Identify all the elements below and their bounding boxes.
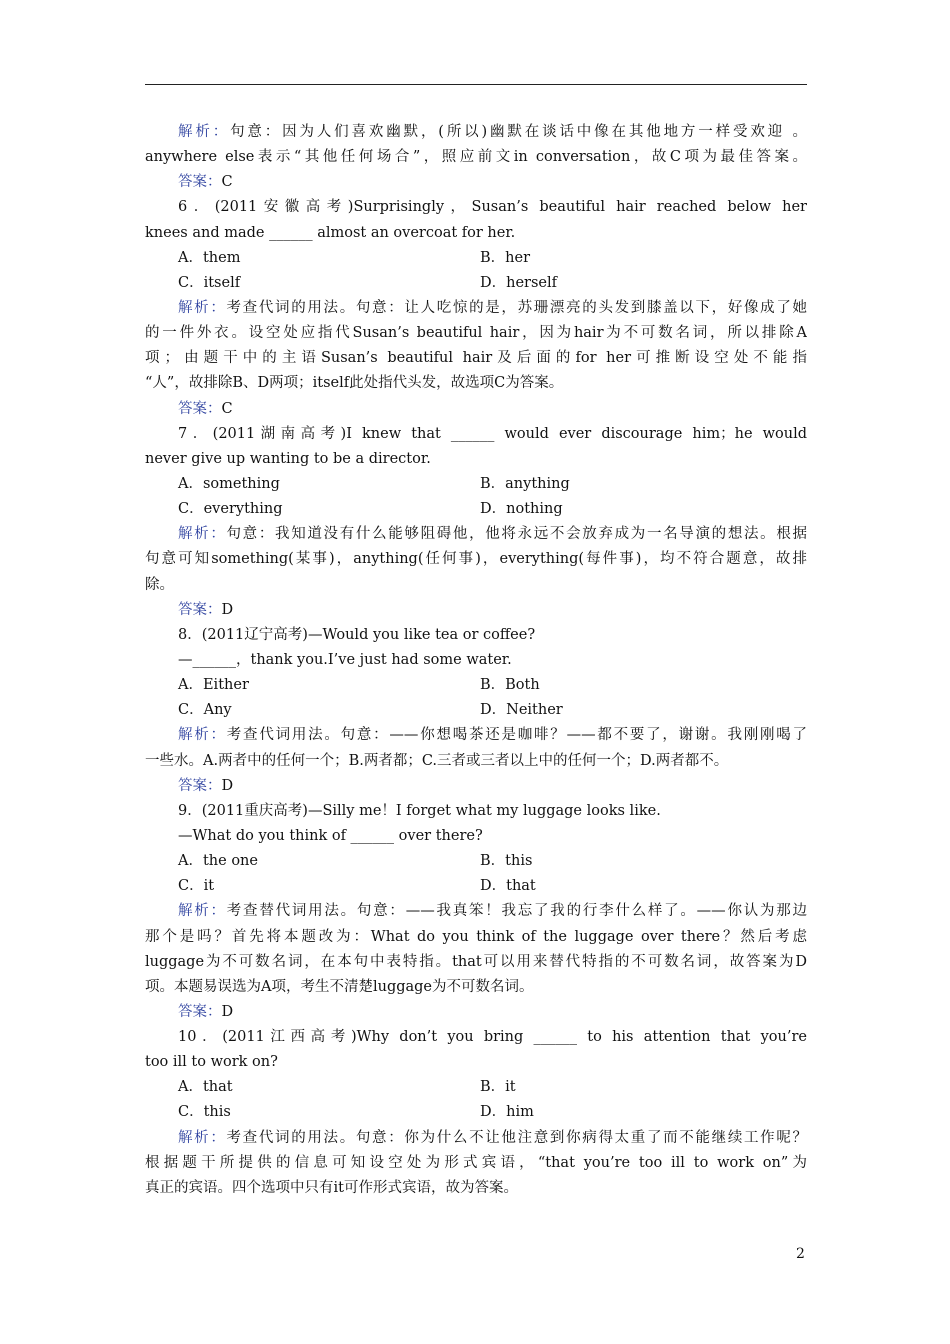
q7-option-c: C．everything [178, 501, 283, 518]
q10-option-a: A．that [178, 1079, 233, 1096]
q7-answer: 答案：D [178, 601, 234, 618]
q8-stem-line-2: —______，thank you.I’ve just had some water. [178, 651, 512, 668]
analysis-label: 解析： [178, 903, 227, 920]
q8-analysis-line-1: 解析：考查代词用法。句意：——你想喝茶还是咖啡？——都不要了，谢谢。我刚刚喝了 [178, 727, 807, 744]
q8-analysis-line-2: 一些水。A.两者中的任何一个；B.两者都；C.三者或三者以上中的任何一个；D.两者都不。 [145, 752, 729, 769]
q7-analysis-line-2: 句意可知something(某事)，anything(任何事)，everything(每件事)，均不符合题意，故排 [145, 551, 807, 568]
q10-stem-line-2: too ill to work on? [145, 1054, 278, 1071]
page-content [145, 120, 807, 1201]
q9-option-c: C．it [178, 878, 215, 895]
q5-analysis-line-2: anywhere else表示“其他任何场合”，照应前文in conversation，故C项为最佳答案。 [145, 149, 807, 166]
q9-analysis-line-3: luggage为不可数名词，在本句中表特指。that可以用来替代特指的不可数名词，故答案为D [145, 953, 807, 970]
analysis-label: 解析： [178, 1129, 227, 1146]
header-rule [145, 84, 807, 85]
q8-option-d: D．Neither [480, 702, 563, 719]
analysis-label: 解析： [178, 727, 227, 744]
q9-analysis-line-2: 那个是吗？首先将本题改为：What do you think of the luggage over there？然后考虑 [145, 928, 807, 945]
q9-analysis-line-4: 项。本题易误选为A项，考生不清楚luggage为不可数名词。 [145, 978, 534, 995]
q6-answer: 答案：C [178, 400, 233, 417]
q10-options-row-1 [145, 1075, 807, 1100]
q6-analysis-line-3: 项；由题干中的主语Susan’s beautiful hair及后面的for her可推断设空处不能指 [145, 350, 807, 367]
q9-answer: 答案：D [178, 1003, 234, 1020]
q10-analysis-line-3: 真正的宾语。四个选项中只有it可作形式宾语，故为答案。 [145, 1179, 518, 1196]
q6-option-d: D．herself [480, 274, 558, 291]
q8-option-c: C．Any [178, 702, 232, 719]
q6-analysis-line-4: “人”，故排除B、D两项；itself此处指代头发，故选项C为答案。 [145, 375, 564, 392]
q9-option-a: A．the one [178, 853, 258, 870]
q10-option-b: B．it [480, 1079, 516, 1096]
q6-option-a: A．them [178, 249, 241, 266]
q8-options-row-1 [145, 673, 807, 698]
q6-options-row-1 [145, 246, 807, 271]
analysis-label: 解析： [178, 526, 227, 543]
q7-options-row-1 [145, 472, 807, 497]
q6-stem-line-2: knees and made ______ almost an overcoat for her. [145, 224, 516, 241]
q9-stem-line-1: 9．(2011重庆高考)—Silly me！I forget what my luggage looks like. [178, 802, 661, 819]
q10-stem-line-1: 10．(2011江西高考)Why don’t you bring ______ to his attention that you’re [178, 1029, 807, 1046]
q10-analysis-line-2: 根据题干所提供的信息可知设空处为形式宾语，“that you’re too ill to work on”为 [145, 1154, 807, 1171]
page-number: 2 [796, 1246, 805, 1262]
answer-label: 答案： [178, 174, 222, 191]
answer-label: 答案： [178, 1003, 222, 1020]
q8-options-row-2 [145, 698, 807, 723]
q9-options-row-2 [145, 874, 807, 899]
q10-option-c: C．this [178, 1104, 231, 1121]
q5-answer: 答案：C [178, 174, 233, 191]
analysis-label: 解析： [178, 124, 231, 140]
q7-option-d: D．nothing [480, 501, 563, 518]
analysis-label: 解析： [178, 299, 227, 316]
q9-options-row-1 [145, 849, 807, 874]
q10-options-row-2 [145, 1100, 807, 1125]
q7-analysis-line-3: 除。 [145, 576, 174, 593]
q7-stem-line-1: 7．(2011湖南高考)I knew that ______ would ever discourage him；he would [178, 425, 807, 442]
q9-stem-line-2: —What do you think of ______ over there? [178, 827, 483, 844]
q7-option-a: A．something [178, 475, 280, 492]
q9-option-d: D．that [480, 878, 536, 895]
q6-options-row-2 [145, 271, 807, 296]
q8-option-b: B．Both [480, 677, 540, 694]
q6-stem-line-1: 6．(2011安徽高考)Surprisingly，Susan’s beautiful hair reached below her [178, 199, 807, 216]
q6-analysis-line-2: 的一件外衣。设空处应指代Susan’s beautiful hair，因为hair为不可数名词，所以排除A [145, 325, 807, 342]
q7-analysis-line-1: 解析：句意：我知道没有什么能够阻碍他，他将永远不会放弃成为一名导演的想法。根据 [178, 526, 807, 543]
answer-label: 答案： [178, 400, 222, 417]
q9-analysis-line-1: 解析：考查替代词用法。句意：——我真笨！我忘了我的行李什么样了。——你认为那边 [178, 903, 807, 920]
q8-answer: 答案：D [178, 777, 234, 794]
q6-option-c: C．itself [178, 274, 241, 291]
answer-label: 答案： [178, 777, 222, 794]
answer-label: 答案： [178, 601, 222, 618]
q5-analysis-line-1: 解析：句意：因为人们喜欢幽默，(所以)幽默在谈话中像在其他地方一样受欢迎 。 [178, 124, 807, 140]
q10-analysis-line-1: 解析：考查代词的用法。句意：你为什么不让他注意到你病得太重了而不能继续工作呢？ [178, 1129, 807, 1146]
q6-option-b: B．her [480, 249, 531, 266]
q9-option-b: B．this [480, 853, 533, 870]
q7-options-row-2 [145, 497, 807, 522]
q10-option-d: D．him [480, 1104, 534, 1121]
q7-stem-line-2: never give up wanting to be a director. [145, 450, 431, 467]
q8-option-a: A．Either [178, 677, 249, 694]
q8-stem-line-1: 8．(2011辽宁高考)—Would you like tea or coffee? [178, 626, 536, 643]
q6-analysis-line-1: 解析：考查代词的用法。句意：让人吃惊的是，苏珊漂亮的头发到膝盖以下，好像成了她 [178, 299, 807, 316]
q7-option-b: B．anything [480, 475, 570, 492]
